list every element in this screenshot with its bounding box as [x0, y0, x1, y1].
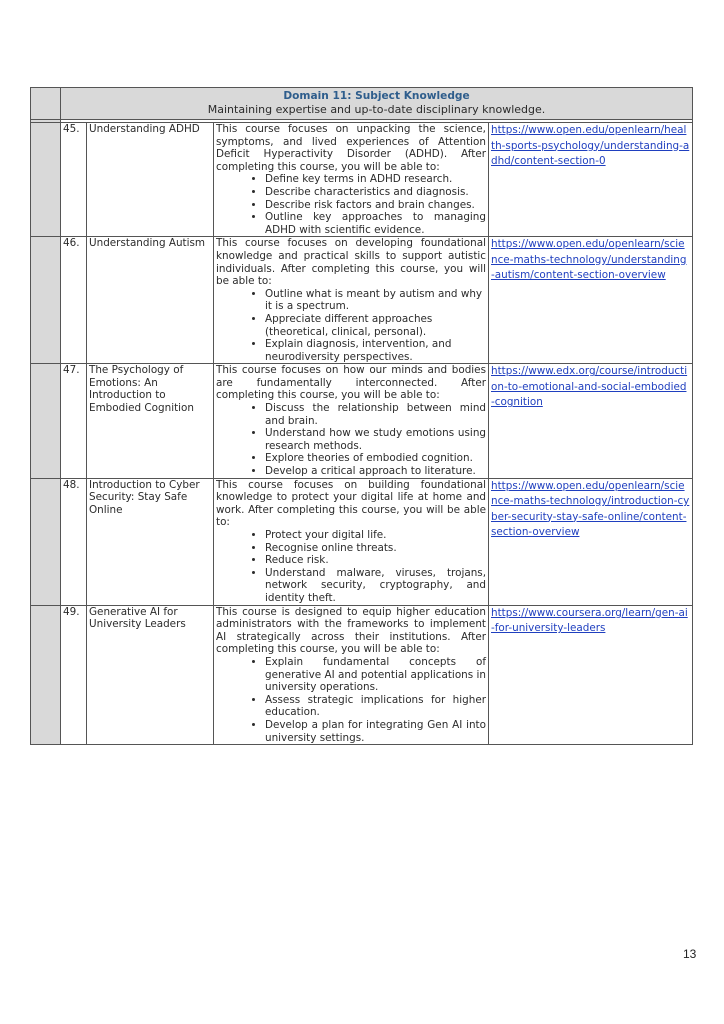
course-description-cell	[214, 478, 489, 605]
outcome-list	[216, 529, 486, 605]
outcome-item: • Develop a plan for integrating Gen AI into university settings.	[265, 719, 486, 744]
course-number: 45.	[61, 123, 87, 237]
outcome-item: • Understand malware, viruses, trojans, network security, cryptography, and identity theft.	[265, 567, 486, 605]
course-number: 49.	[61, 605, 87, 745]
courses-table	[30, 87, 693, 745]
course-link[interactable]: https://www.open.edu/openlearn/science-maths-technology/understanding-autism/content-section-overview	[491, 238, 687, 282]
course-description-cell	[214, 364, 489, 478]
course-row	[31, 237, 693, 364]
outcome-item: • Explain diagnosis, intervention, and neurodiversity perspectives.	[265, 338, 486, 363]
domain-subtitle: Maintaining expertise and up-to-date disciplinary knowledge.	[207, 103, 546, 116]
domain-header	[61, 88, 693, 120]
outcome-item: • Protect your digital life.	[265, 529, 486, 542]
course-row	[31, 123, 693, 237]
outcome-item: • Explore theories of embodied cognition.	[265, 452, 486, 465]
outcome-list	[216, 656, 486, 744]
outcome-list	[216, 288, 486, 364]
course-link-cell	[489, 123, 693, 237]
row-gutter	[31, 364, 61, 478]
course-title: Introduction to Cyber Security: Stay Safe Online	[87, 478, 214, 605]
outcome-item: • Discuss the relationship between mind and brain.	[265, 402, 486, 427]
row-gutter	[31, 478, 61, 605]
course-title: The Psychology of Emotions: An Introduction to Embodied Cognition	[87, 364, 214, 478]
course-description: This course focuses on how our minds and bodies are fundamentally interconnected. After completing this course, you will be able to:	[216, 364, 486, 402]
course-link-cell	[489, 605, 693, 745]
domain-title: Domain 11: Subject Knowledge	[283, 90, 470, 102]
course-row	[31, 364, 693, 478]
outcome-item: • Describe risk factors and brain changes.	[265, 199, 486, 212]
outcome-item: • Appreciate different approaches (theoretical, clinical, personal).	[265, 313, 486, 338]
course-description: This course focuses on unpacking the science, symptoms, and lived experiences of Attention Deficit Hyperactivity Disorder (ADHD). After completing this course, you will be able to:	[216, 123, 486, 173]
course-link-cell	[489, 364, 693, 478]
outcome-item: • Describe characteristics and diagnosis.	[265, 186, 486, 199]
row-gutter	[31, 123, 61, 237]
course-description-cell	[214, 605, 489, 745]
outcome-item: • Develop a critical approach to literature.	[265, 465, 486, 478]
course-link[interactable]: https://www.open.edu/openlearn/health-sports-psychology/understanding-adhd/content-section-0	[491, 124, 690, 167]
course-row	[31, 478, 693, 605]
outcome-item: • Outline what is meant by autism and why it is a spectrum.	[265, 288, 486, 313]
course-link-cell	[489, 237, 693, 364]
outcome-item: • Assess strategic implications for higher education.	[265, 694, 486, 719]
outcome-item: • Define key terms in ADHD research.	[265, 173, 486, 186]
course-description: This course is designed to equip higher education administrators with the frameworks to implement AI strategically across their institutions. After completing this course, you will be able to:	[216, 605, 486, 656]
course-description-cell	[214, 237, 489, 364]
course-number: 47.	[61, 364, 87, 478]
course-title: Understanding ADHD	[87, 123, 214, 237]
outcome-list	[216, 402, 486, 478]
course-link[interactable]: https://www.coursera.org/learn/gen-ai-for-university-leaders	[491, 606, 688, 635]
course-link[interactable]: https://www.edx.org/course/introduction-to-emotional-and-social-embodied-cognition	[491, 365, 688, 409]
outcome-item: • Explain fundamental concepts of generative AI and potential applications in university operations.	[265, 656, 486, 694]
outcome-item: • Recognise online threats.	[265, 542, 486, 555]
course-link[interactable]: https://www.open.edu/openlearn/science-maths-technology/introduction-cyber-security-stay-safe-online/content-section-overview	[491, 479, 690, 539]
course-link-cell	[489, 478, 693, 605]
outcome-item: • Outline key approaches to managing ADHD with scientific evidence.	[265, 211, 486, 236]
row-gutter	[31, 237, 61, 364]
outcome-list	[216, 173, 486, 236]
course-row	[31, 605, 693, 745]
course-description: This course focuses on building foundational knowledge to protect your digital life at home and work. After completing this course, you will be able to:	[216, 478, 486, 529]
outcome-item: • Reduce risk.	[265, 554, 486, 567]
course-number: 48.	[61, 478, 87, 605]
page-number: 13	[683, 947, 697, 961]
course-title: Understanding Autism	[87, 237, 214, 364]
domain-header-row	[31, 88, 693, 120]
outcome-item: • Understand how we study emotions using research methods.	[265, 427, 486, 452]
course-title: Generative AI for University Leaders	[87, 605, 214, 745]
course-number: 46.	[61, 237, 87, 364]
course-description-cell	[214, 123, 489, 237]
course-description: This course focuses on developing foundational knowledge and practical skills to support autistic individuals. After completing this course, you will be able to:	[216, 237, 486, 288]
row-gutter	[31, 605, 61, 745]
row-gutter	[31, 88, 61, 120]
